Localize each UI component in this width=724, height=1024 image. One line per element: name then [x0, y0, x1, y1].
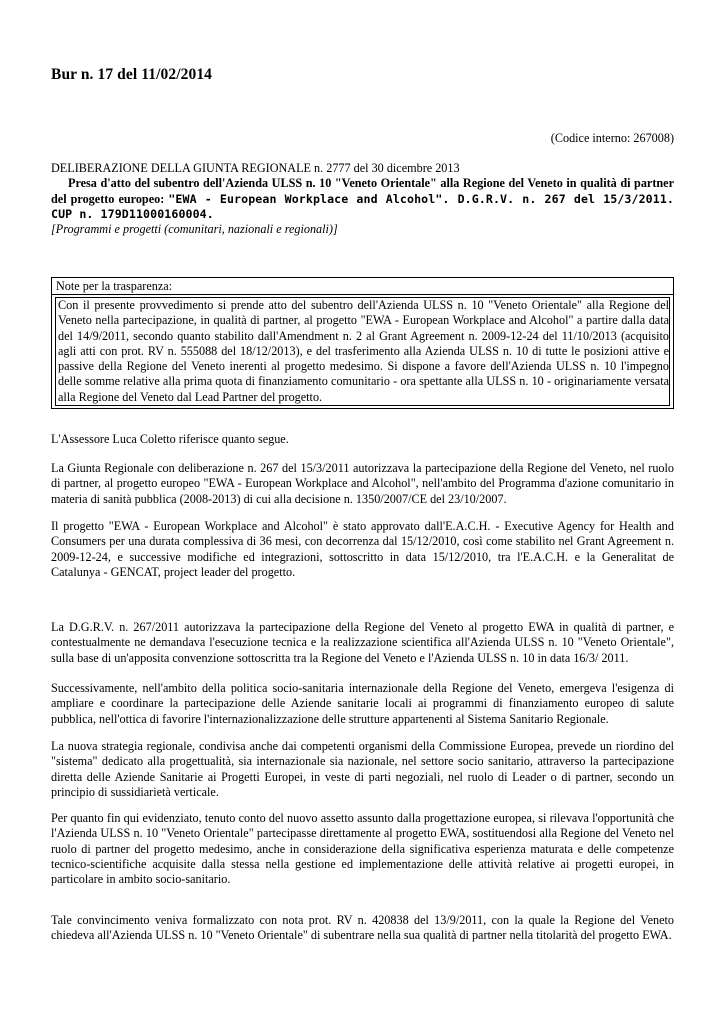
notes-body: Con il presente provvedimento si prende atto del subentro dell'Azienda ULSS n. 10 "Veneto Orientale" alla Regione del Veneto nella partecipazione, in qualità di partner, al progetto "EWA - European Workplace and Alcohol" a partire dalla data del 14/9/2011, secondo quanto stabilito dall'Amendment n. 2 al Grant Agreement n. 2009-12-24 del 11/10/2013 (acquisito agli atti con prot. RV n. 555088 del 18/12/2013), e del trasferimento alla Azienda ULSS n. 10 di tutte le posizioni attive e passive della Regione del Veneto inerenti al progetto medesimo. Si dispone a favore dell'Azienda ULSS n. 10 l'impegno delle somme relative alla prima quota di finanziamento comunitario - ora spettante alla ULSS n. 10 - originariamente versata alla Regione del Veneto dal Lead Partner del progetto.: [55, 297, 670, 406]
bulletin-title: Bur n. 17 del 11/02/2014: [51, 66, 213, 83]
paragraph-4: La D.G.R.V. n. 267/2011 autorizzava la partecipazione della Regione del Veneto al progetto EWA in qualità di partner, e contestualmente ne demandava l'esecuzione tecnica e la realizzazione scientifica all'Azienda ULSS n. 10 "Veneto Orientale", sulla base di un'apposita convenzione sottoscritta tra la Regione del Veneto e l'Azienda ULSS n. 10 in data 16/3/ 2011.: [51, 620, 674, 665]
transparency-notes-box: [51, 277, 674, 409]
subject-text: Presa d'atto del subentro dell'Azienda ULSS n. 10 "Veneto Orientale" alla Regione del Veneto in qualità di partner del progetto europeo:: [51, 176, 674, 206]
deliberation-block: [51, 161, 674, 237]
paragraph-3: Il progetto "EWA - European Workplace and Alcohol" è stato approvato dall'E.A.C.H. - Executive Agency for Health and Consumers per una durata complessiva di 36 mesi, con decorrenza dal 15/12/2010, così come stabilito nel Grant Agreement n. 2009-12-24, e successive modifiche ed integrazioni, sottoscritto in data 15/12/2010, tra l'E.A.C.H. e la Generalitat de Catalunya - GENCAT, project leader del progetto.: [51, 519, 674, 579]
internal-code: (Codice interno: 267008): [550, 131, 674, 145]
paragraph-8: Tale convincimento veniva formalizzato con nota prot. RV n. 420838 del 13/9/2011, con la quale la Regione del Veneto chiedeva all'Azienda ULSS n. 10 "Veneto Orientale" di subentrare nella sua qualità di partner nella titolarità del progetto EWA.: [51, 913, 674, 943]
paragraph-5: Successivamente, nell'ambito della politica socio-sanitaria internazionale della Regione del Veneto, emergeva l'esigenza di ampliare e coordinare la partecipazione delle Aziende sanitarie locali ai programmi di finanziamento europeo di salute pubblica, nell'ottica di favorire l'internazionalizzazione delle strutture appartenenti al Sistema Sanitario Regionale.: [51, 681, 674, 726]
deliberation-subject: [51, 176, 674, 222]
paragraph-2: La Giunta Regionale con deliberazione n. 267 del 15/3/2011 autorizzava la partecipazione della Regione del Veneto, nel ruolo di partner, al progetto europeo "EWA - European Workplace and Alcohol", nell'ambito del Programma d'azione comunitario in materia di sanità pubblica (2008-2013) di cui alla decisione n. 1350/2007/CE del 23/10/2007.: [51, 461, 674, 506]
paragraph-7: Per quanto fin qui evidenziato, tenuto conto del nuovo assetto assunto dalla progettazione europea, si rilevava l'opportunità che l'Azienda ULSS n. 10 "Veneto Orientale" partecipasse direttamente al progetto EWA, sostituendosi alla Regione del Veneto nel ruolo di partner del progetto medesimo, anche in considerazione della significativa esperienza maturata e delle competenze tecnico-scientifiche acquisite dalla stessa nella gestione ed implementazione delle attività relative ai progetti europei, in particolare in ambito socio-sanitario.: [51, 811, 674, 887]
subject-project-text: "EWA - European Workplace and Alcohol". D.G.R.V. n. 267 del 15/3/2011. CUP n. 179D11000160004.: [51, 191, 674, 221]
notes-title: Note per la trasparenza:: [52, 278, 673, 295]
deliberation-category: [Programmi e progetti (comunitari, nazionali e regionali)]: [51, 222, 338, 237]
paragraph-1: L'Assessore Luca Coletto riferisce quanto segue.: [51, 432, 289, 446]
deliberation-heading: DELIBERAZIONE DELLA GIUNTA REGIONALE n. 2777 del 30 dicembre 2013: [51, 161, 460, 175]
paragraph-6: La nuova strategia regionale, condivisa anche dai competenti organismi della Commissione Europea, prevede un riordino del "sistema" dedicato alla progettualità, sia internazionale sia nazionale, nel settore socio sanitario, attraverso la partecipazione diretta delle Aziende Sanitarie ai Progetti Europei, in veste di parti negoziali, nel ruolo di Leader o di partner, secondo un principio di sussidiarietà verticale.: [51, 739, 674, 799]
